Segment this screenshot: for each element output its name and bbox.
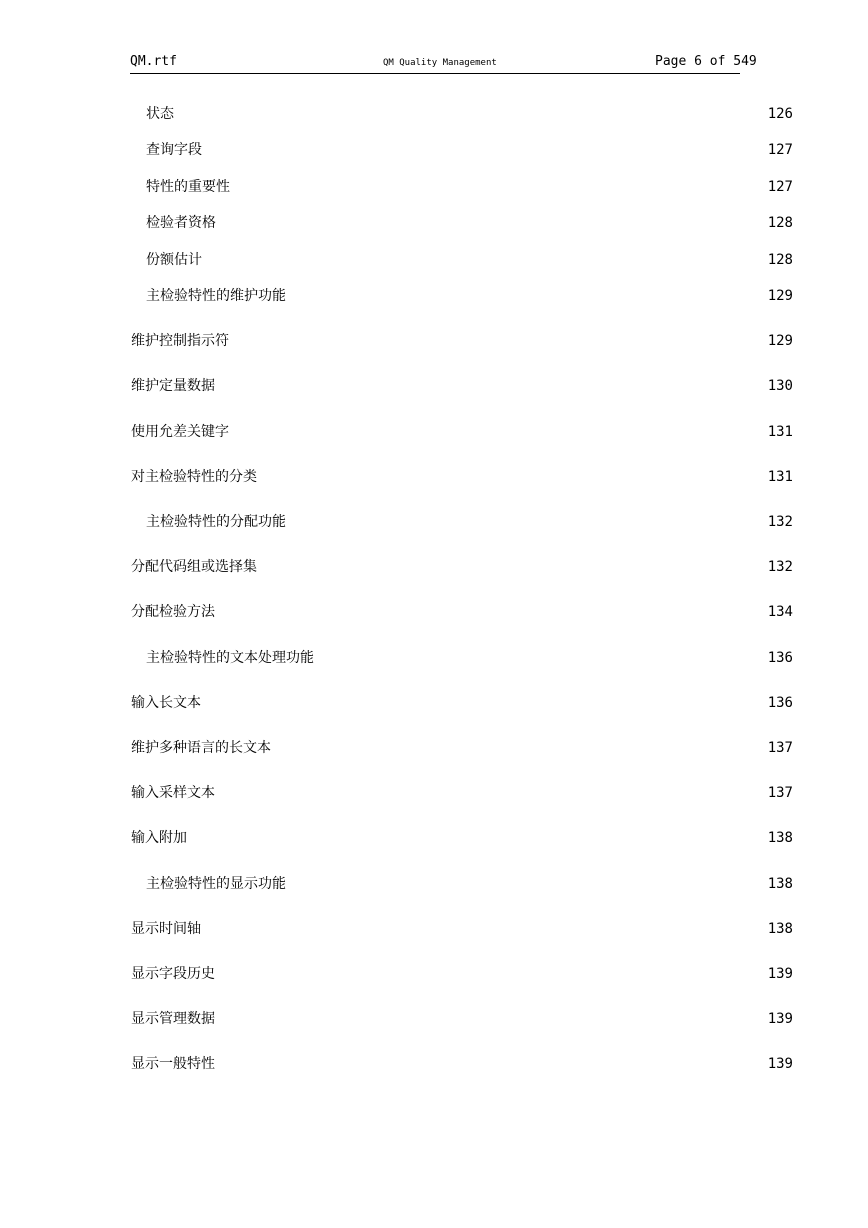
header-page-number: Page 6 of 549 xyxy=(655,54,757,69)
toc-entry-page: 138 xyxy=(767,876,793,892)
header-title: QM Quality Management xyxy=(383,58,497,68)
toc-entry-page: 128 xyxy=(767,215,793,231)
toc-entry-page: 129 xyxy=(767,333,793,349)
header-filename: QM.rtf xyxy=(130,54,177,69)
toc-entry-page: 130 xyxy=(767,378,793,394)
toc-entry-page: 132 xyxy=(767,514,793,530)
toc-entry[interactable] xyxy=(131,602,793,622)
toc-entry-page: 126 xyxy=(767,106,793,122)
toc-entry-label: 维护控制指示符 xyxy=(131,333,229,349)
toc-entry[interactable] xyxy=(131,1054,793,1074)
toc-entry-page: 129 xyxy=(767,288,793,304)
toc-entry[interactable] xyxy=(131,557,793,577)
toc-entry-label: 输入长文本 xyxy=(131,695,201,711)
toc-entry-label: 特性的重要性 xyxy=(146,179,230,195)
toc-entry-page: 139 xyxy=(767,1011,793,1027)
toc-entry-label: 维护多种语言的长文本 xyxy=(131,740,271,756)
toc-entry[interactable] xyxy=(131,213,793,233)
toc-entry[interactable] xyxy=(131,1009,793,1029)
toc-entry[interactable] xyxy=(131,177,793,197)
toc-entry[interactable] xyxy=(131,140,793,160)
toc-entry[interactable] xyxy=(131,512,793,532)
toc-entry[interactable] xyxy=(131,783,793,803)
toc-entry[interactable] xyxy=(131,964,793,984)
toc-entry-label: 对主检验特性的分类 xyxy=(131,469,257,485)
toc-entry-label: 查询字段 xyxy=(146,142,202,158)
toc-entry[interactable] xyxy=(131,738,793,758)
toc-entry-label: 主检验特性的文本处理功能 xyxy=(146,650,314,666)
toc-entry[interactable] xyxy=(131,250,793,270)
toc-entry[interactable] xyxy=(131,331,793,351)
toc-entry-label: 状态 xyxy=(146,106,174,122)
toc-entry-page: 134 xyxy=(767,604,793,620)
toc-entry[interactable] xyxy=(131,648,793,668)
toc-entry[interactable] xyxy=(131,874,793,894)
toc-entry-label: 主检验特性的分配功能 xyxy=(146,514,286,530)
toc-entry[interactable] xyxy=(131,828,793,848)
toc-entry[interactable] xyxy=(131,467,793,487)
toc-entry[interactable] xyxy=(131,376,793,396)
toc-entry-label: 显示管理数据 xyxy=(131,1011,215,1027)
toc-entry[interactable] xyxy=(131,104,793,124)
toc-entry-label: 显示一般特性 xyxy=(131,1056,215,1072)
toc-entry-page: 136 xyxy=(767,650,793,666)
toc-entry-page: 139 xyxy=(767,1056,793,1072)
toc-entry-page: 138 xyxy=(767,830,793,846)
toc-entry-label: 份额估计 xyxy=(146,252,202,268)
toc-entry-page: 137 xyxy=(767,785,793,801)
toc-entry-label: 显示时间轴 xyxy=(131,921,201,937)
toc-entry-page: 138 xyxy=(767,921,793,937)
toc-entry[interactable] xyxy=(131,693,793,713)
toc-entry-label: 主检验特性的维护功能 xyxy=(146,288,286,304)
toc-entry[interactable] xyxy=(131,422,793,442)
toc-entry-page: 131 xyxy=(767,424,793,440)
toc-entry-page: 127 xyxy=(767,142,793,158)
toc-entry-label: 分配代码组或选择集 xyxy=(131,559,257,575)
toc-entry-label: 维护定量数据 xyxy=(131,378,215,394)
toc-entry-page: 136 xyxy=(767,695,793,711)
toc-entry-label: 输入采样文本 xyxy=(131,785,215,801)
toc-entry[interactable] xyxy=(131,286,793,306)
toc-entry-label: 分配检验方法 xyxy=(131,604,215,620)
toc-entry-label: 主检验特性的显示功能 xyxy=(146,876,286,892)
toc-entry-page: 137 xyxy=(767,740,793,756)
toc-entry-page: 139 xyxy=(767,966,793,982)
toc-entry-page: 128 xyxy=(767,252,793,268)
toc-entry-page: 131 xyxy=(767,469,793,485)
toc-entry[interactable] xyxy=(131,919,793,939)
toc-entry-label: 输入附加 xyxy=(131,830,187,846)
toc-entry-label: 检验者资格 xyxy=(146,215,216,231)
toc-entry-label: 显示字段历史 xyxy=(131,966,215,982)
toc-entry-page: 132 xyxy=(767,559,793,575)
toc-entry-label: 使用允差关键字 xyxy=(131,424,229,440)
toc-entry-page: 127 xyxy=(767,179,793,195)
